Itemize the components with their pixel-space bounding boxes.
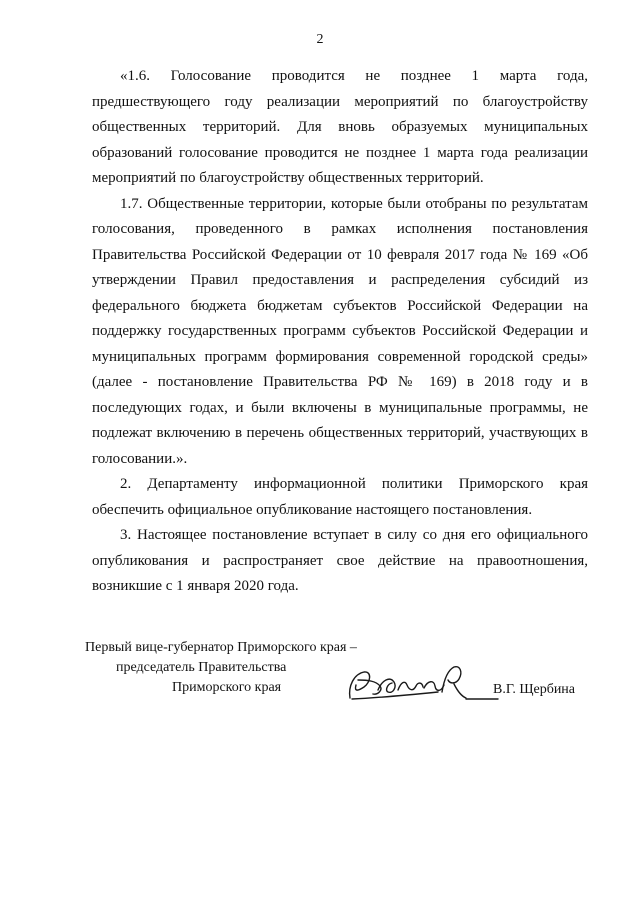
document-body — [92, 64, 588, 600]
paragraph-3: 3. Настоящее постановление вступает в силу со дня его официального опубликования и распространяет свое действие на правоотношения, возникшие с 1 января 2020 года. — [92, 527, 588, 594]
signer-name: В.Г. Щербина — [493, 682, 576, 697]
signer-position-line-1: Первый вице-губернатор Приморского края – — [85, 640, 357, 655]
page-number: 2 — [316, 32, 324, 47]
paragraph-2: 2. Департаменту информационной политики Приморского края обеспечить официальное опубликование настоящего постановления. — [92, 476, 588, 518]
signature-block — [0, 630, 640, 710]
paragraph-1-6: «1.6. Голосование проводится не позднее 1 марта года, предшествующего году реализации мероприятий по благоустройству общественных территорий. Для вновь образуемых муниципальных образований голосование проводится не позднее 1 марта года реализации мероприятий по благоустройству общественных территорий. — [92, 68, 588, 186]
signer-position-line-2: председатель Правительства — [116, 660, 287, 675]
handwritten-signature — [338, 652, 503, 712]
paragraph-1-7: 1.7. Общественные территории, которые были отобраны по результатам голосования, проведенного в рамках исполнения постановления Правительства Российской Федерации от 10 февраля 2017 года № 169 «Об утверждении Правил предоставления и распределения субсидий из федерального бюджета бюджетам субъектов Российской Федерации на поддержку государственных программ субъектов Российской Федерации и муниципальных программ формирования современной городской среды» (далее - постановление Правительства РФ № 169) в 2018 году и в последующих годах, и были включены в муниципальные программы, не подлежат включению в перечень общественных территорий, участвующих в голосовании.». — [92, 195, 588, 467]
signer-position-line-3: Приморского края — [172, 680, 282, 695]
